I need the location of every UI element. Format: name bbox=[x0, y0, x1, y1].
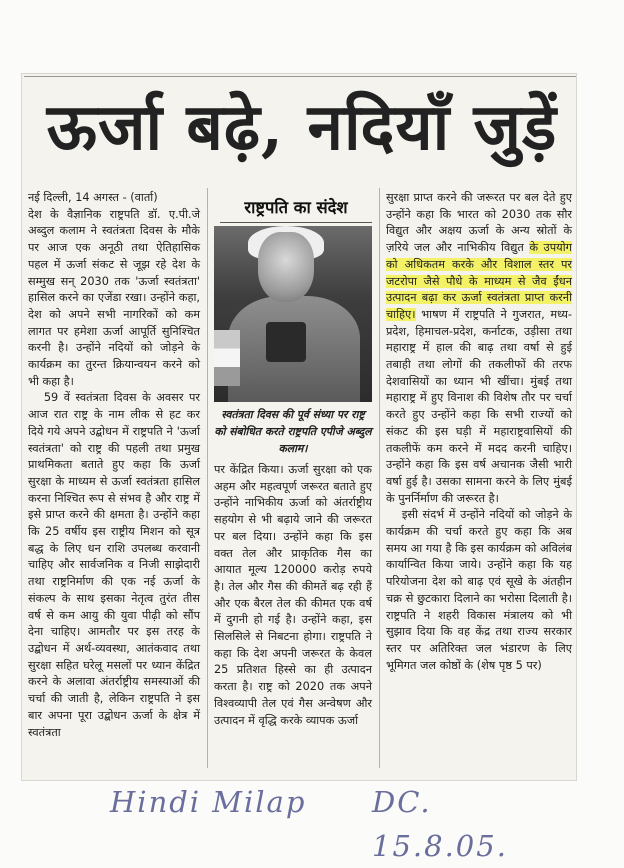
photo-face bbox=[258, 232, 314, 302]
column-left bbox=[28, 190, 200, 741]
column-right bbox=[386, 190, 572, 674]
column-divider bbox=[379, 188, 380, 768]
column-middle bbox=[214, 462, 372, 729]
paragraph-text: सुरक्षा प्राप्त करने की जरूरत पर बल देते हुए उन्होंने कहा कि भारत को 2030 तक सौर विद्युत और अक्षय ऊर्जा के अन्य स्रोतों के ज़रिये जल और नाभिकीय विद्युत bbox=[386, 191, 572, 255]
president-photo bbox=[214, 226, 372, 402]
box-heading: राष्ट्रपति का संदेश bbox=[220, 194, 372, 223]
photo-caption: स्वतंत्रता दिवस की पूर्व संध्या पर राष्ट्र को संबोधित करते राष्ट्रपति एपीजे अब्दुल कलाम। bbox=[214, 408, 372, 455]
paragraph-text: इसी संदर्भ में उन्होंने नदियों को जोड़ने के कार्यक्रम की चर्चा करते हुए कहा कि अब समय आ गया है कि इस कार्यक्रम को अविलंब कार्यान्वित किया जाये। उन्होंने कहा कि यह परियोजना देश को बाढ़ एवं सूखे के अंतहीन चक्र से छुटकारा दिलाने का भरोसा दिलाती है। राष्ट्रपति ने शहरी विकास मंत्रालय को भी सुझाव दिया कि वह केंद्र तथा राज्य सरकार स्तर पर अतिरिक्त जल भंडारण के लिए भूमिगत जल कोष्ठों के bbox=[386, 508, 572, 672]
paragraph-text: भाषण में राष्ट्रपति ने गुजरात, मध्य-प्रदेश, हिमाचल-प्रदेश, कर्नाटक, उड़ीसा तथा महाराष्ट्र में हाल की बाढ़ तथा वर्षा से हुई तबाही तथा लोगों की तकलीफों की तरफ देशवासियों का ध्यान भी खींचा। मुंबई तथा महाराष्ट्र में हुए विनाश की विशेष तौर पर चर्चा करते हुए उन्होंने कहा कि सभी राज्यों को संकट की इस घड़ी में महाराष्ट्रवासियों की तकलीफें कम करने में मदद करनी चाहिए। उन्होंने कहा कि इस वर्ष अचानक जैसी भारी वर्षा हुई है। उसका सामना करने के लिए मुंबई के पुनर्निर्माण की जरूरत है। bbox=[386, 307, 572, 505]
paragraph: 59 वें स्वतंत्रता दिवस के अवसर पर आज रात राष्ट्र के नाम लीक से हट कर दिये गये अपने उद्बोधन में राष्ट्रपति ने 'ऊर्जा स्वतंत्रता' को राष्ट्र की पहली तथा प्रमुख प्राथमिकता बताते हुए कहा कि ऊर्जा सुरक्षा के माध्यम से ऊर्जा स्वतंत्रता हासिल करना निश्चित रूप से संभव है और राष्ट्र में इसे प्राप्त करने की क्षमता है। उन्होंने कहा कि 25 वर्षीय इस राष्ट्रीय मिशन को सूत्र बद्ध के लिए धन राशि उपलब्ध करवानी चाहिए और सार्वजनिक व निजी साझेदारी तथा राष्ट्रनिर्माण की एक नई ऊर्जा के संकल्प के साथ इसका नेतृत्व तुरंत तीस वर्ष से कम आयु की युवा पीढ़ी को सौंप देना चाहिए। आमतौर पर इस तरह के उद्बोधन में अर्थ-व्यवस्था, आतंकवाद तथा सुरक्षा सहित घरेलू मसलों पर ध्यान केंद्रित करने के अलावा अंतर्राष्ट्रीय समस्याओं की चर्चा की जाती है, लेकिन राष्ट्रपति ने इस बार अपना पूरा उद्बोधन ऊर्जा के क्षेत्र में स्वतंत्रता bbox=[28, 391, 200, 739]
paragraph bbox=[386, 507, 572, 674]
photo-microphone bbox=[266, 322, 306, 362]
handwritten-annotation bbox=[110, 780, 570, 863]
headline: ऊर्जा बढ़े, नदियाँ जुड़ें bbox=[46, 90, 558, 165]
handwritten-source: Hindi Milap bbox=[110, 785, 307, 819]
paragraph: देश के वैज्ञानिक राष्ट्रपति डॉ. ए.पी.जे अब्दुल कलाम ने स्वतंत्रता दिवस के मौके पर आज एक अनूठी तथा ऐतिहासिक पहल में ऊर्जा संकट से जूझ रहे देश के सम्मुख सन् 2030 तक 'ऊर्जा स्वतंत्रता' हासिल करने का एजेंडा रखा। उन्होंने कहा, देश को अपने सभी नागरिकों को कम लागत पर हमेशा ऊर्जा आपूर्ति सुनिश्चित करनी है। उन्होंने नदियों को जोड़ने के कार्यक्रम का तुरन्त क्रियान्वयन करने को भी कहा है। bbox=[28, 207, 200, 388]
photo-flag bbox=[214, 330, 240, 386]
handwritten-date: DC. 15.8.05. bbox=[372, 785, 508, 863]
continued-note: (शेष पृष्ठ 5 पर) bbox=[476, 658, 542, 672]
highlighted-text: के उपयोग को अधिकतम करके और विशाल स्तर पर जटरोपा जैसे पौधे के माध्यम से जैव ईंधन उत्पादन बढ़ा कर ऊर्जा स्वतंत्रता प्राप्त करनी चाहिए। bbox=[386, 241, 572, 321]
dateline: नई दिल्ली, 14 अगस्त - (वार्ता) bbox=[28, 191, 158, 204]
top-rule bbox=[24, 76, 576, 77]
column-divider bbox=[207, 188, 208, 768]
paragraph bbox=[386, 190, 572, 507]
paragraph: पर केंद्रित किया। ऊर्जा सुरक्षा को एक अहम और महत्वपूर्ण जरूरत बताते हुए उन्होंने नाभिकीय ऊर्जा को अंतर्राष्ट्रीय सहयोग से भी बढ़ाये जाने की जरूरत पर बल दिया। उन्होंने कहा कि इस वक्त तेल और प्राकृतिक गैस का आयात मूल्य 120000 करोड़ रुपये है। तेल और गैस की कीमतें बढ़ रही हैं और एक बैरल तेल की कीमत एक वर्ष में दुगनी हो गई है। उन्होंने कहा, इस सिलसिले से निबटना होगा। राष्ट्रपति ने कहा कि देश अपनी जरूरत के केवल 25 प्रतिशत हिस्से का ही उत्पादन करता है। राष्ट्र को 2020 तक अपने विश्वव्यापी तेल एवं गैस अन्वेषण और उत्पादन में वृद्धि करके व्यापक ऊर्जा bbox=[214, 463, 372, 727]
